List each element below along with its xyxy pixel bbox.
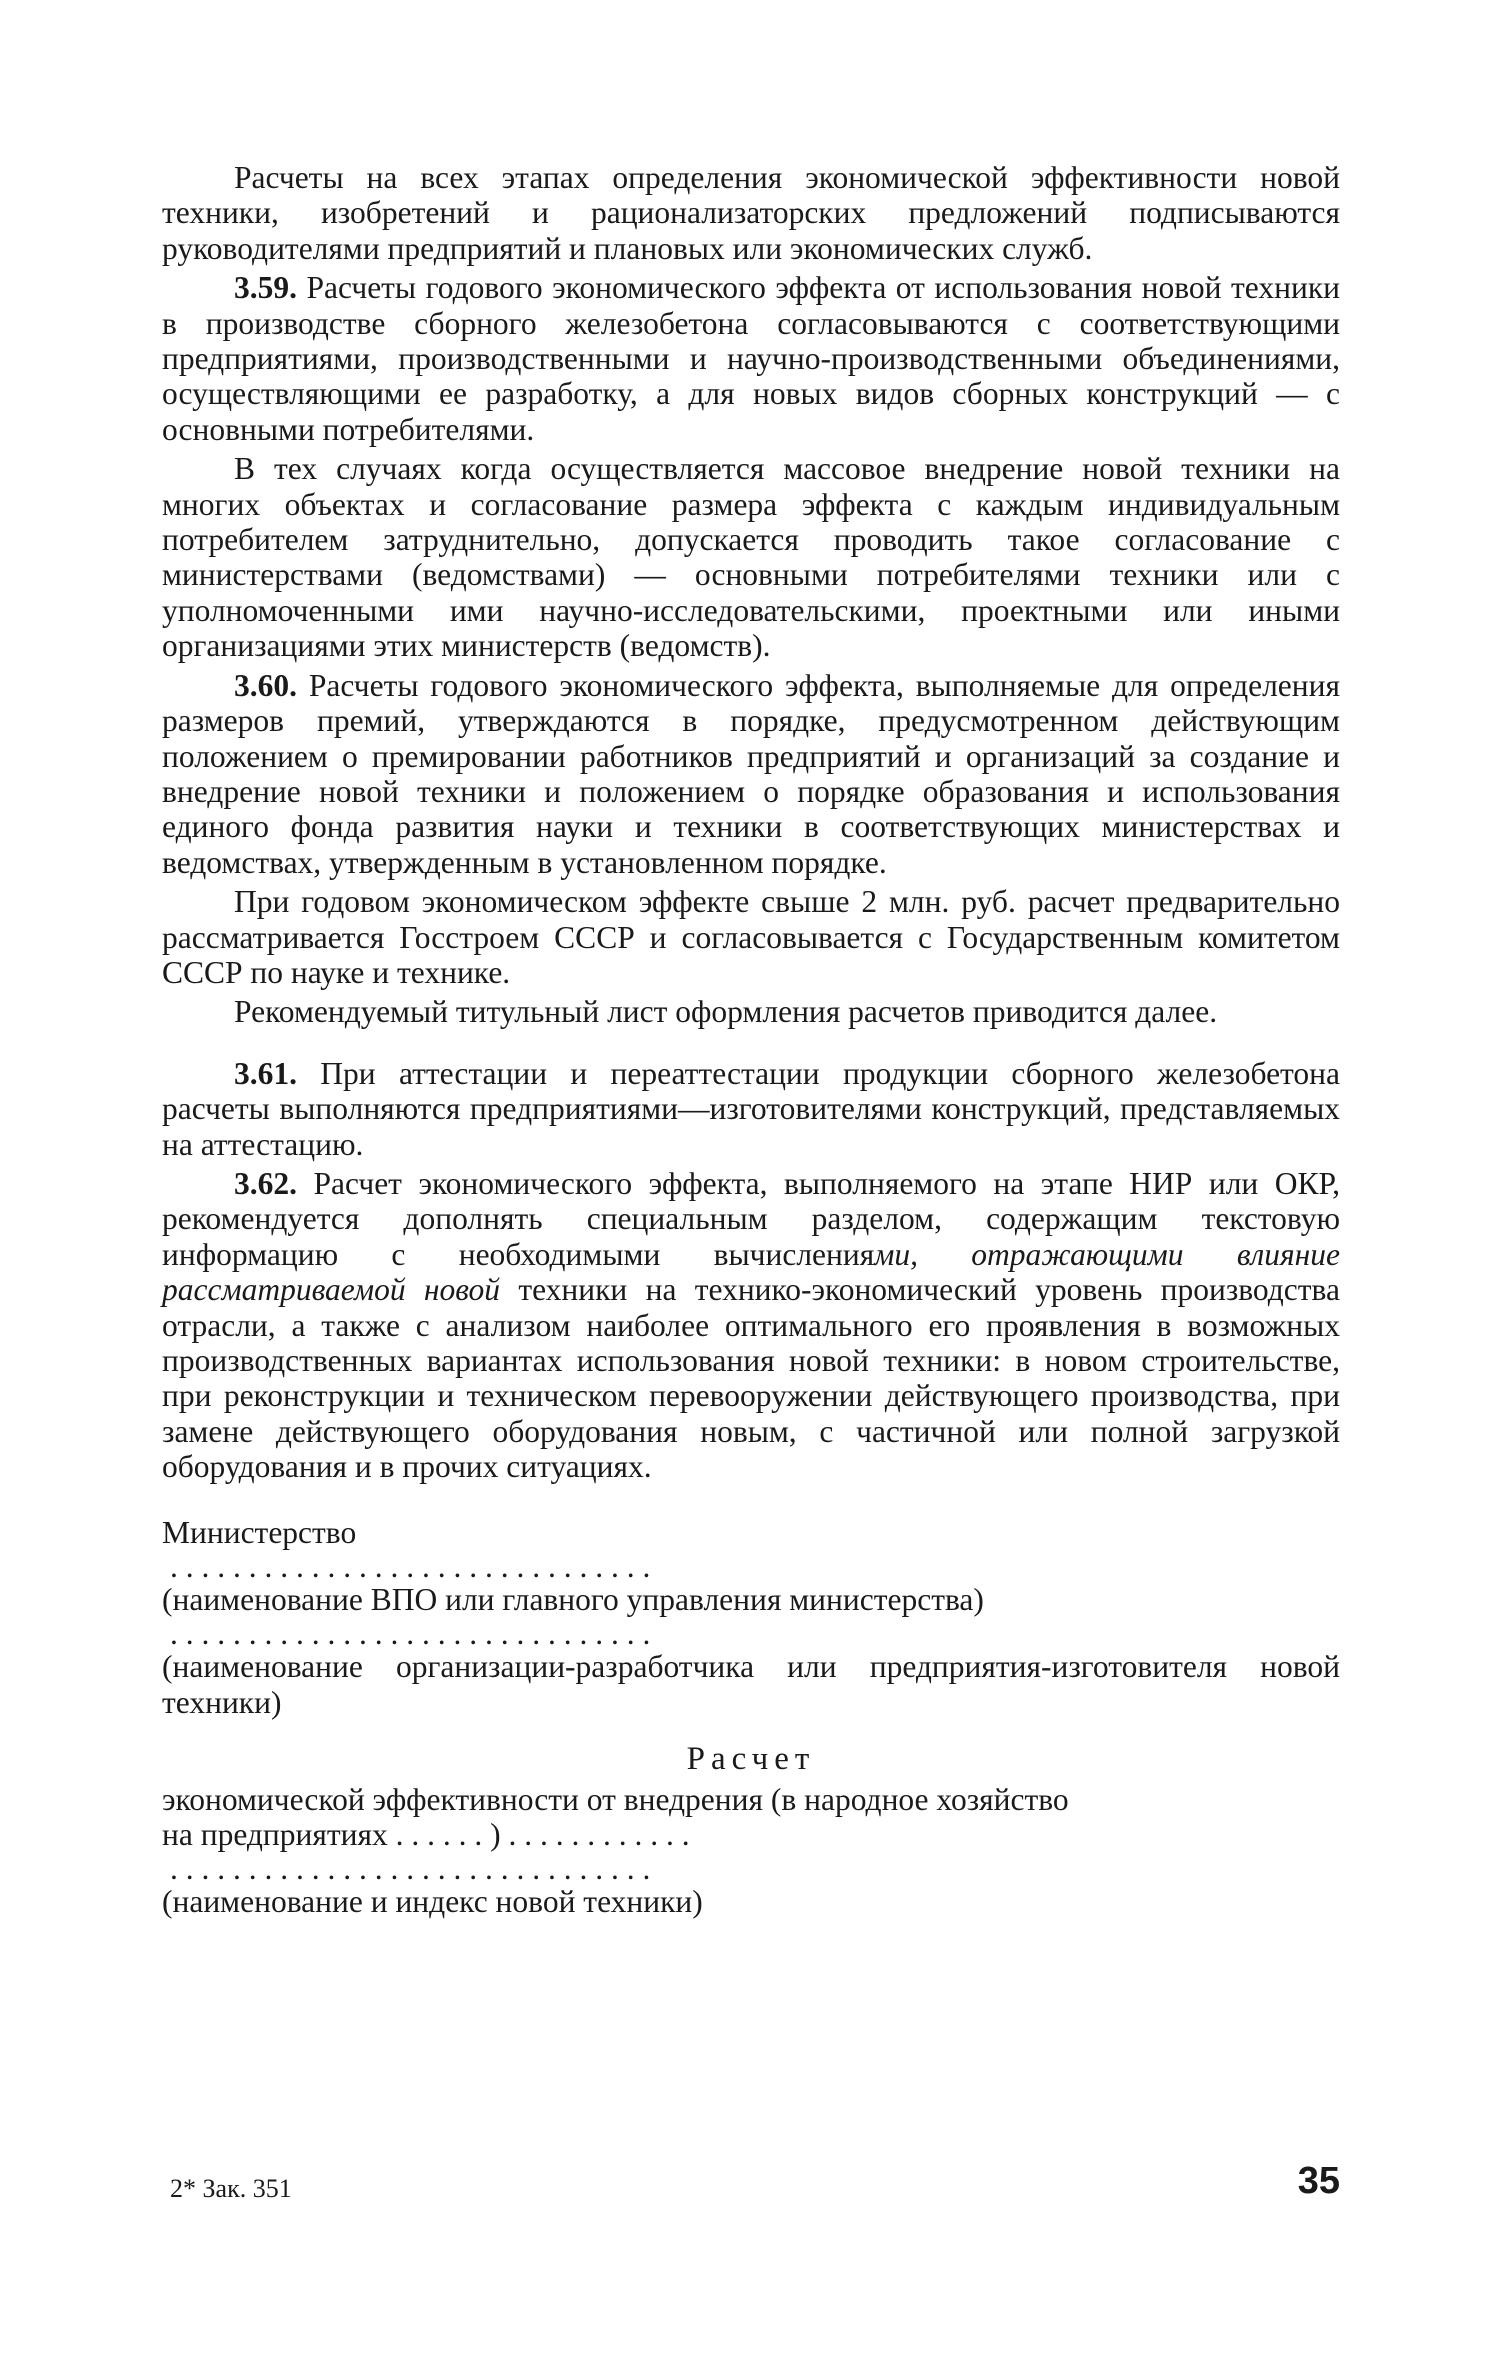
paragraph-signatures: Расчеты на всех этапах определения экономической эффективности новой техники, изобретений и рационализаторских предложений подписываются руководителями предприятий и плановых или экономических служб. [162, 160, 1340, 266]
paragraph-mass-implementation: В тех случаях когда осуществляется массовое внедрение новой техники на многих объектах и согласование размера эффекта с каждым индивидуальным потребителем затруднительно, допускается проводить такое согласование с министерствами (ведомствами) — основными потребителями техники или с уполномоченными ими научно-исследовательскими, проектными или иными организациями этих министерств (ведомств). [162, 451, 1340, 664]
clause-number: 3.62. [234, 1165, 297, 1201]
paragraph-gosstroy: При годовом экономическом эффекте свыше 2 млн. руб. расчет предварительно рассматривается Госстроем СССР и согласовывается с Государственным комитетом СССР по науке и технике. [162, 884, 1340, 990]
fill-line: . . . . . . . . . . . . . . . . . . . . . . . . . . . . . . . [170, 1552, 651, 1583]
paragraph-3-62: 3.62. Расчет экономического эффекта, выполняемого на этапе НИР или ОКР, рекомендуется дополнять специальным разделом, содержащим текстовую информацию с необходимыми вычислениями, отражающими влияние рассматриваемой новой техники на технико-экономический уровень производства отрасли, а также с анализом наиболее оптимального его проявления в возможных производственных вариантах использования новой техники: в новом строительстве, при реконструкции и техническом перевооружении действующего производства, при замене действующего оборудования новым, с частичной или полной загрузкой оборудования и в прочих ситуациях. [162, 1165, 1340, 1485]
paragraph-3-60: 3.60. Расчеты годового экономического эффекта, выполняемые для определения размеров премий, утверждаются в порядке, предусмотренном действующим положением о премировании работников предприятий и организаций за создание и внедрение новой техники и положением о порядке образования и использования единого фонда развития науки и техники в соответствующих министерствах и ведомствах, утвержденным в установленном порядке. [162, 667, 1340, 880]
form-subtitle-line1: экономической эффективности от внедрения (в народное хозяйство [162, 1781, 1069, 1817]
paragraph-3-61: 3.61. При аттестации и переаттестации продукции сборного железобетона расчеты выполняются предприятиями—изготовителями конструкций, представляемых на аттестацию. [162, 1055, 1340, 1162]
order-number: 2* Зак. 351 [170, 2174, 292, 2203]
emphasis-text: ми, отражающими влияние рассматриваемой новой [162, 1236, 1340, 1308]
paragraph-3-59: 3.59. Расчеты годового экономического эффекта от использования новой техники в производстве сборного железобетона согласовываются с соответствующими предприятиями, производственными и научно-производственными объединениями, осуществляющими ее разработку, а для новых видов сборных конструкций — с основными потребителями. [162, 270, 1340, 447]
form-title: Расчет [686, 1741, 816, 1778]
ministry-label: Министерство [162, 1514, 357, 1550]
clause-number: 3.59. [234, 270, 297, 306]
caption-vpo: (наименование ВПО или главного управления министерства) [162, 1582, 984, 1618]
page-footer [170, 2160, 1340, 2210]
caption-technique: (наименование и индекс новой техники) [162, 1884, 703, 1920]
page-body [162, 160, 1340, 1920]
title-sheet-form [162, 1515, 1340, 1920]
clause-number: 3.61. [234, 1055, 297, 1091]
page-number: 35 [1297, 2160, 1340, 2202]
paragraph-title-sheet: Рекомендуемый титульный лист оформления расчетов приводится далее. [234, 994, 1218, 1030]
fill-line: . . . . . . . . . . . . . . . . . . . . . . . . . . . . . . . [170, 1854, 651, 1885]
clause-number: 3.60. [234, 667, 297, 703]
caption-organization: (наименование организации-разработчика или предприятия-изготовителя новой техники) [162, 1649, 1340, 1720]
form-subtitle-line2: на предприятиях . . . . . . ) . . . . . . . . . . . . [162, 1817, 690, 1853]
fill-line: . . . . . . . . . . . . . . . . . . . . . . . . . . . . . . . [170, 1619, 651, 1650]
